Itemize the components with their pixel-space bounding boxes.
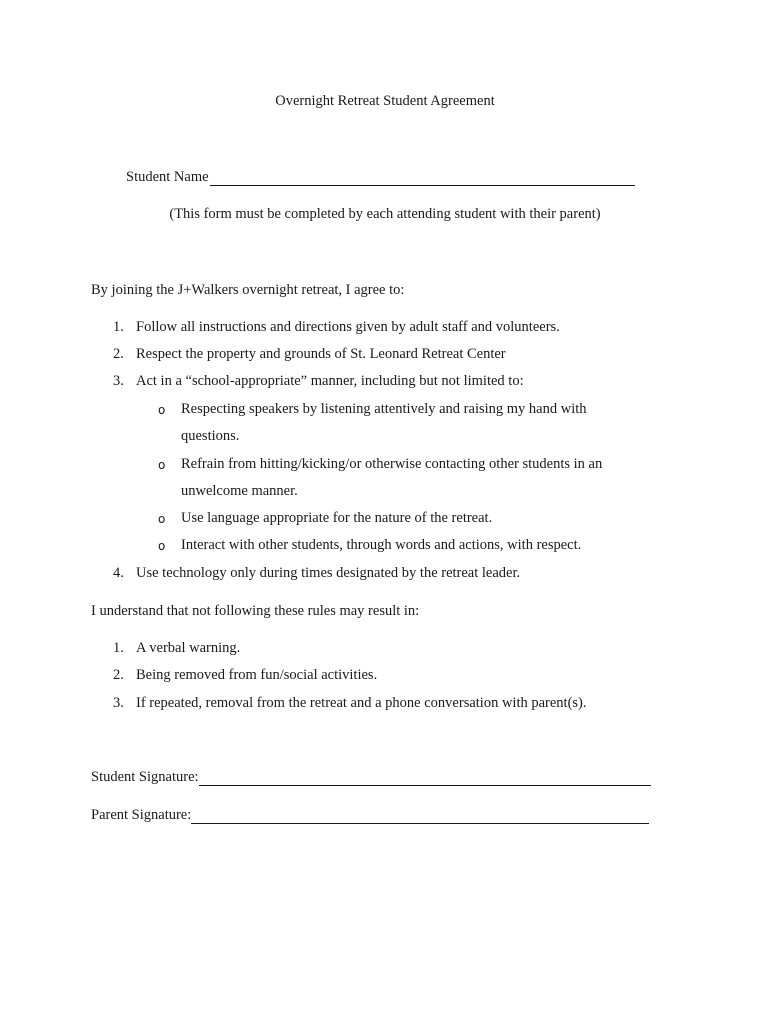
- parent-signature-row: [91, 807, 649, 824]
- consequences-intro: I understand that not following these rules may result in:: [91, 603, 420, 619]
- list-item-text: Being removed from fun/social activities.: [136, 667, 378, 683]
- student-name-row: [126, 169, 635, 186]
- parent-signature-field[interactable]: [191, 809, 649, 824]
- list-item-number: 2.: [113, 667, 124, 683]
- list-item-text: Respect the property and grounds of St. Leonard Retreat Center: [136, 346, 506, 362]
- sub-item-text-continued: unwelcome manner.: [181, 483, 298, 499]
- student-name-field[interactable]: [210, 171, 635, 186]
- list-item-number: 3.: [113, 373, 124, 389]
- form-note-text: (This form must be completed by each attending student with their parent): [169, 206, 601, 222]
- sub-item-text: Use language appropriate for the nature of the retreat.: [181, 510, 493, 526]
- list-item-text: A verbal warning.: [136, 640, 241, 656]
- sub-item-text: Refrain from hitting/kicking/or otherwise contacting other students in an: [181, 456, 603, 472]
- form-note: [0, 206, 770, 223]
- document-title: Overnight Retreat Student Agreement: [275, 93, 495, 109]
- student-name-label: Student Name: [126, 169, 209, 185]
- list-item-number: 3.: [113, 695, 124, 711]
- list-item-number: 4.: [113, 565, 124, 581]
- sub-bullet: o: [158, 539, 166, 553]
- list-item-number: 1.: [113, 319, 124, 335]
- student-signature-row: [91, 769, 651, 786]
- sub-bullet: o: [158, 403, 166, 417]
- list-item-text: If repeated, removal from the retreat and a phone conversation with parent(s).: [136, 695, 587, 711]
- sub-item-text: Interact with other students, through words and actions, with respect.: [181, 537, 582, 553]
- list-item-text: Follow all instructions and directions given by adult staff and volunteers.: [136, 319, 560, 335]
- student-signature-label: Student Signature:: [91, 769, 199, 785]
- sub-bullet: o: [158, 512, 166, 526]
- sub-bullet: o: [158, 458, 166, 472]
- list-item-text: Act in a “school-appropriate” manner, including but not limited to:: [136, 373, 524, 389]
- list-item-number: 2.: [113, 346, 124, 362]
- list-item-text: Use technology only during times designated by the retreat leader.: [136, 565, 521, 581]
- sub-item-text-continued: questions.: [181, 428, 240, 444]
- student-signature-field[interactable]: [199, 771, 651, 786]
- agreement-intro: By joining the J+Walkers overnight retreat, I agree to:: [91, 282, 405, 298]
- list-item-number: 1.: [113, 640, 124, 656]
- sub-item-text: Respecting speakers by listening attentively and raising my hand with: [181, 401, 587, 417]
- parent-signature-label: Parent Signature:: [91, 807, 192, 823]
